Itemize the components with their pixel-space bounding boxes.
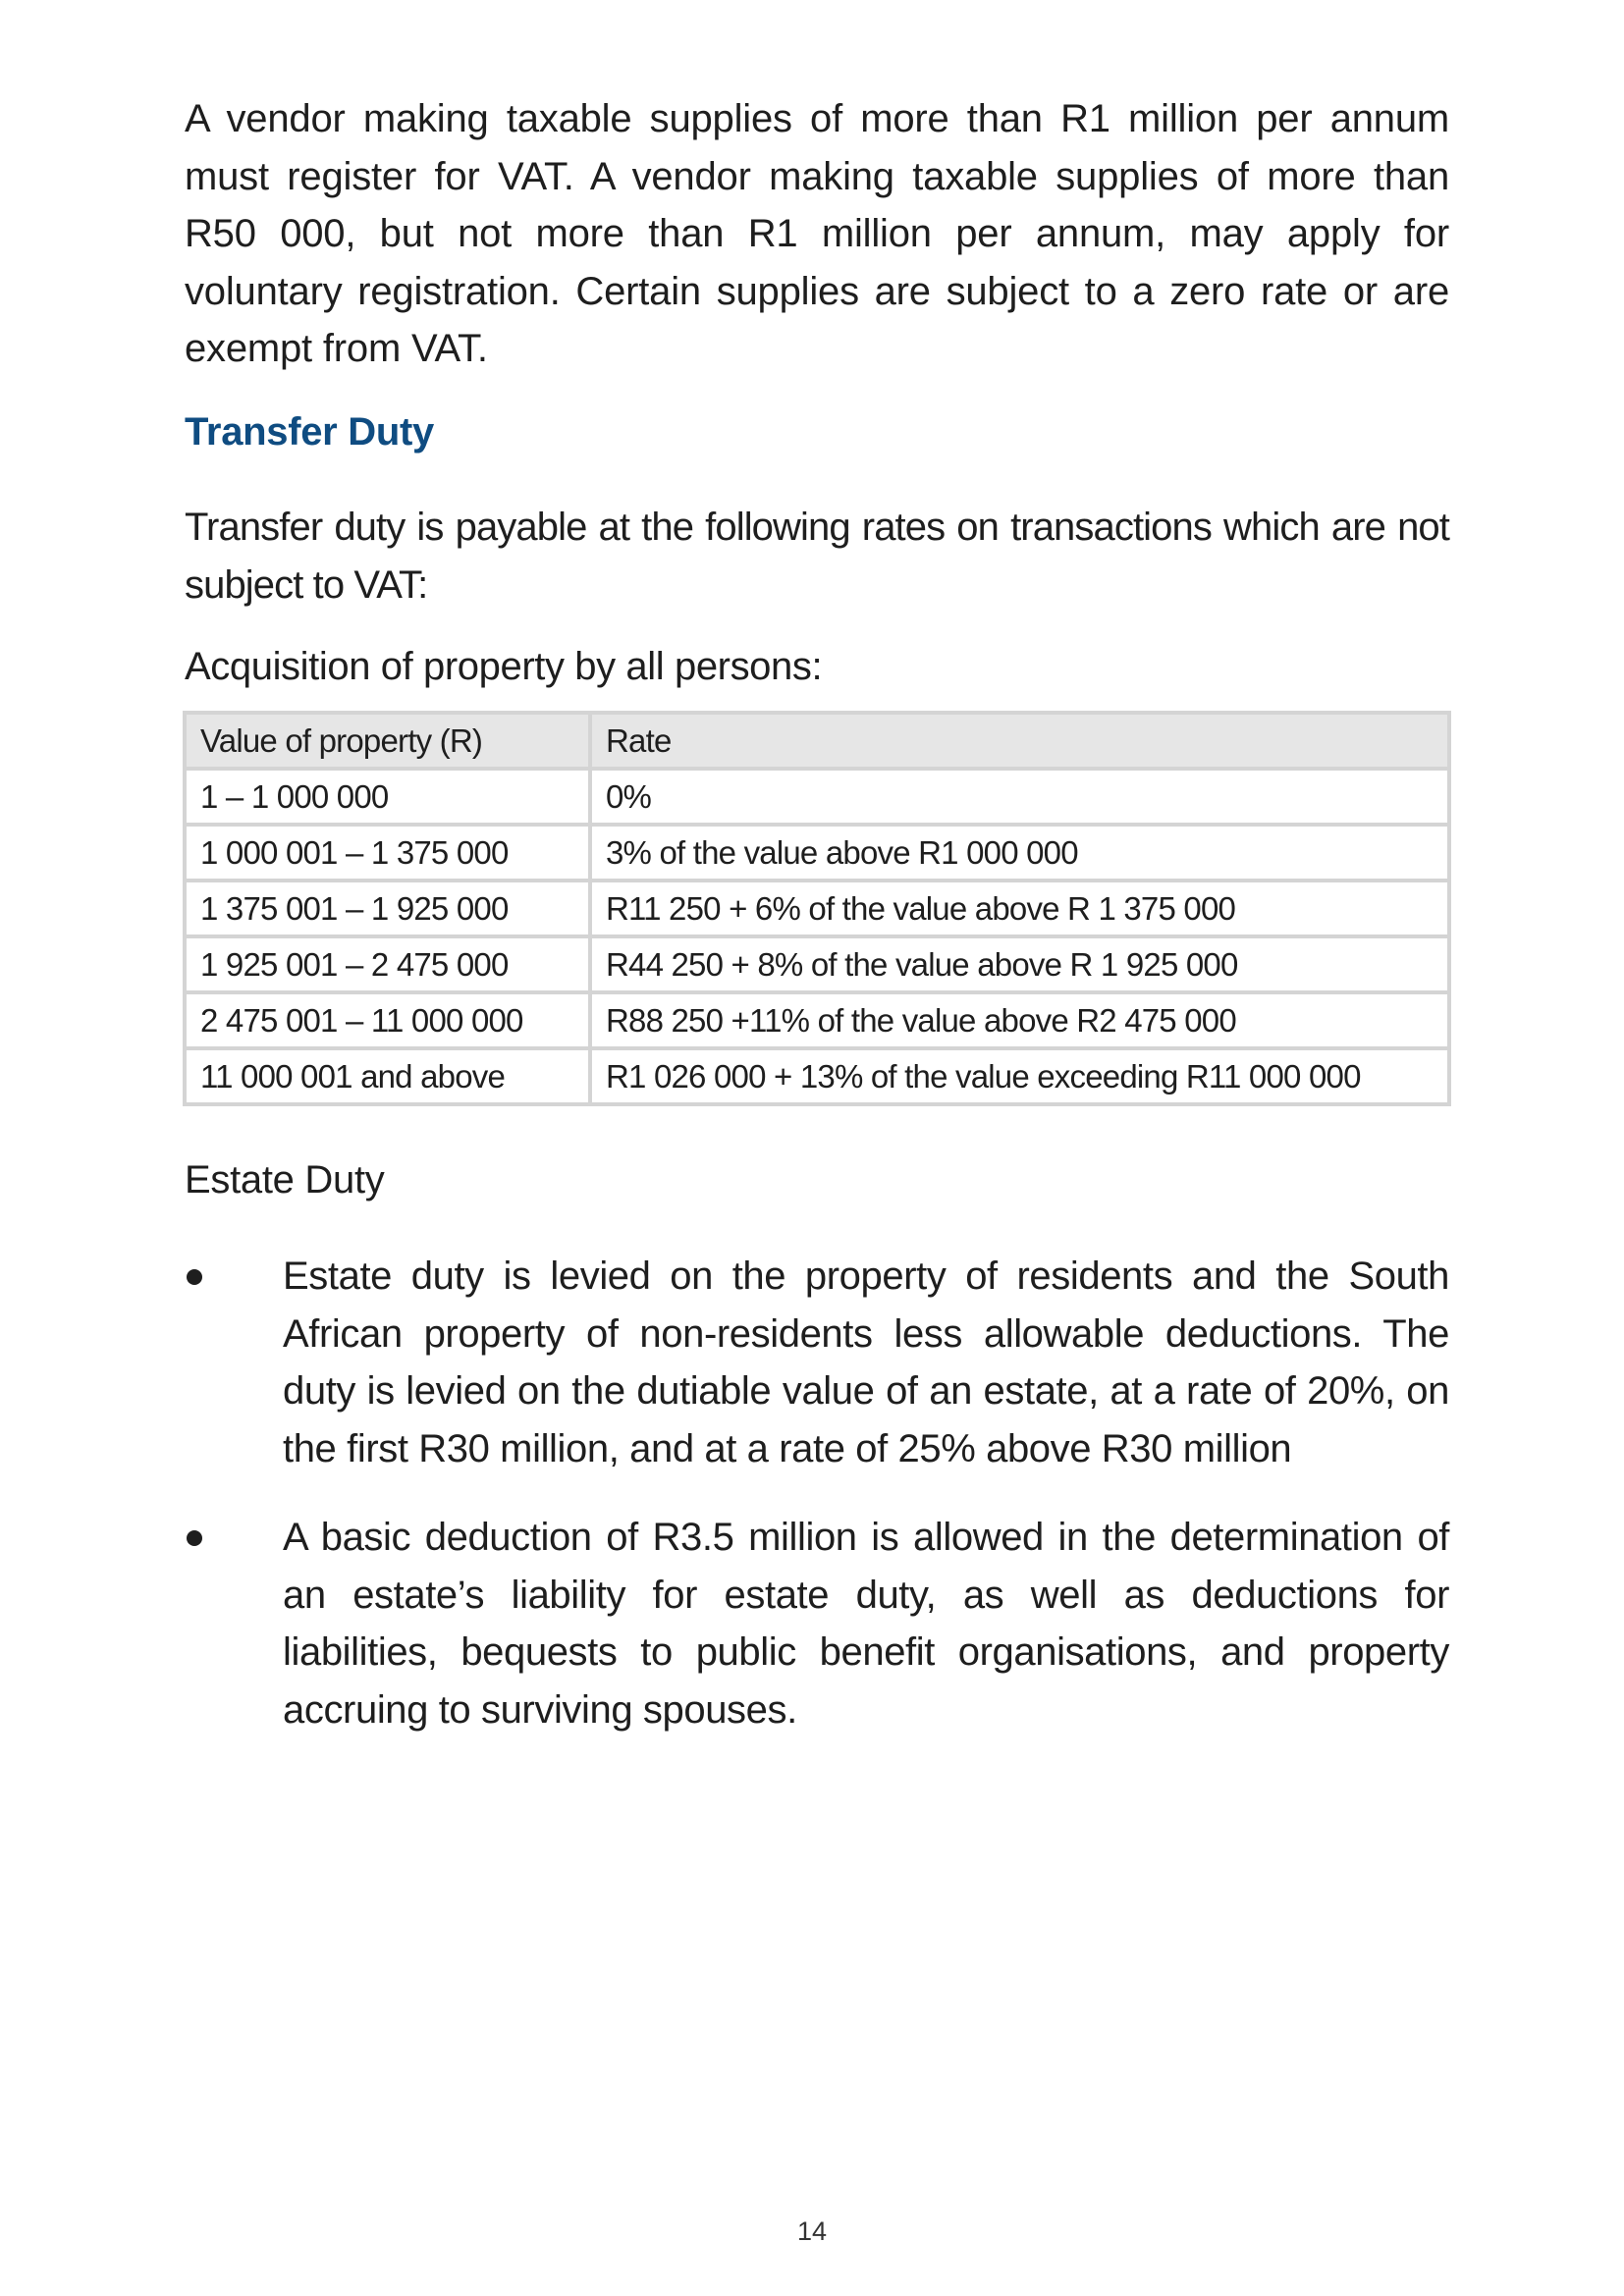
bullet-icon [187,1269,202,1285]
value-cell: 2 475 001 – 11 000 000 [185,992,590,1048]
rate-cell: R88 250 +11% of the value above R2 475 000 [590,992,1449,1048]
bullet-icon [187,1530,202,1546]
value-cell: 1 375 001 – 1 925 000 [185,881,590,936]
estate-duty-bullets [185,1248,1449,1770]
transfer-duty-table [183,711,1451,1106]
rate-cell: R1 026 000 + 13% of the value exceeding R11 000 000 [590,1048,1449,1104]
value-cell: 1 000 001 – 1 375 000 [185,825,590,881]
value-cell: 1 925 001 – 2 475 000 [185,936,590,992]
table-header-row [185,713,1449,769]
page-number: 14 [796,2216,828,2246]
table-row [185,769,1449,825]
transfer-duty-heading: Transfer Duty [185,410,434,454]
value-cell: 1 – 1 000 000 [185,769,590,825]
table-row [185,881,1449,936]
bullet-text: A basic deduction of R3.5 million is allowed in the determination of an estate’s liability for estate duty, as well as deductions for liabilities, bequests to public benefit organisations, and property accruing to surviving spouses. [283,1516,1449,1732]
list-item [185,1248,1449,1477]
table-row [185,825,1449,881]
transfer-duty-description: Transfer duty is payable at the following rates on transactions which are not subject to VAT: [185,506,1449,607]
rate-cell: 3% of the value above R1 000 000 [590,825,1449,881]
bullet-text: Estate duty is levied on the property of residents and the South African property of non-residents less allowable deductions. The duty is levied on the dutiable value of an estate, at a rate of 20%, on the first R30 million, and at a rate of 25% above R30 million [283,1255,1449,1470]
table-row [185,936,1449,992]
intro-paragraph: A vendor making taxable supplies of more than R1 million per annum must register for VAT. A vendor making taxable supplies of more than R50 000, but not more than R1 million per annum, may apply for voluntary registration. Certain supplies are subject to a zero rate or are exempt from VAT. [185,97,1449,370]
value-cell: 11 000 001 and above [185,1048,590,1104]
table-caption: Acquisition of property by all persons: [185,645,823,688]
rate-cell: 0% [590,769,1449,825]
column-header-rate: Rate [590,713,1449,769]
list-item [185,1509,1449,1738]
estate-duty-heading: Estate Duty [185,1158,385,1201]
table-row [185,992,1449,1048]
rate-cell: R44 250 + 8% of the value above R 1 925 000 [590,936,1449,992]
table-row [185,1048,1449,1104]
rate-cell: R11 250 + 6% of the value above R 1 375 000 [590,881,1449,936]
column-header-value: Value of property (R) [185,713,590,769]
